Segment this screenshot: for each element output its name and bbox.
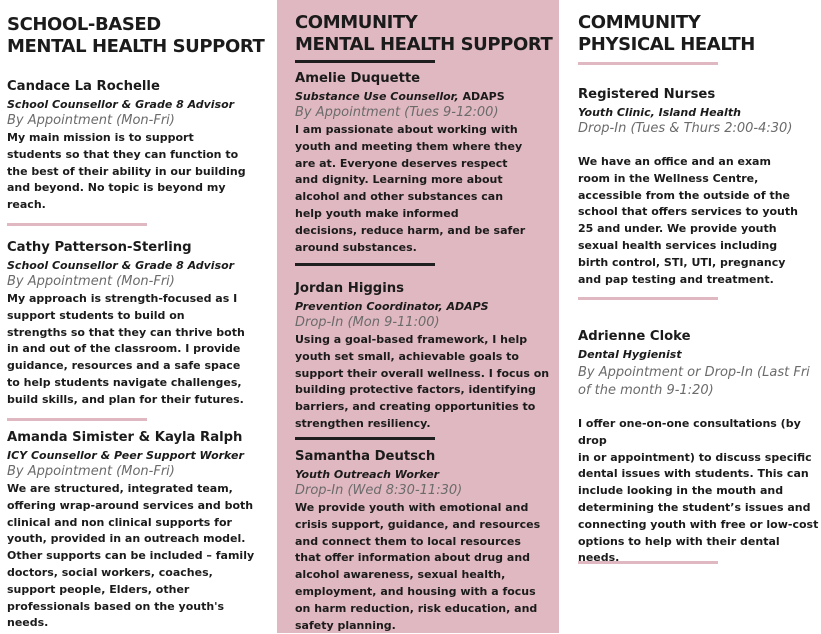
staff-role: Substance Use Counsellor, ADAPS: [295, 90, 505, 103]
staff-role: School Counsellor & Grade 8 Advisor: [7, 98, 235, 111]
physical-health-heading: [578, 12, 755, 56]
heading-line: COMMUNITY: [578, 12, 701, 33]
community-mental-health-heading: [295, 12, 552, 56]
staff-role: Prevention Coordinator, ADAPS: [295, 300, 489, 313]
section-divider: [578, 297, 718, 300]
staff-name: Adrienne Cloke: [578, 329, 691, 344]
staff-entry: [295, 280, 557, 433]
section-divider: [7, 223, 147, 226]
staff-availability: Drop-In (Mon 9-11:00): [295, 315, 440, 330]
section-divider: [578, 62, 718, 65]
section-divider: [578, 561, 718, 564]
staff-availability: By Appointment (Mon-Fri): [7, 274, 175, 289]
staff-role: Youth Clinic, Island Health: [578, 106, 741, 119]
section-divider: [7, 418, 147, 421]
staff-role: School Counsellor & Grade 8 Advisor: [7, 259, 235, 272]
staff-name: Candace La Rochelle: [7, 79, 160, 94]
staff-availability: By Appointment (Tues 9-12:00): [295, 105, 499, 120]
heading-line: MENTAL HEALTH SUPPORT: [295, 34, 553, 55]
staff-entry: [7, 429, 277, 632]
staff-description: Using a goal-based framework, I help youth set small, achievable goals to support their overall wellness. I focus on building protective factors, identifying barriers, and creating opportunities to strengthen resiliency.: [295, 333, 550, 430]
staff-entry: [295, 70, 557, 256]
school-based-column: [0, 0, 277, 633]
staff-availability: Drop-In (Wed 8:30-11:30): [295, 483, 463, 498]
staff-description: My approach is strength-focused as I support students to build on strengths so that they can thrive both in and out of the classroom. I provide guidance, resources and a safe space to help students navigate challenges, build skills, and plan for their futures.: [7, 292, 245, 406]
staff-entry: [7, 78, 272, 214]
staff-role: ICY Counsellor & Peer Support Worker: [7, 449, 244, 462]
staff-name: Samantha Deutsch: [295, 449, 436, 464]
heading-line: SCHOOL-BASED: [7, 14, 161, 35]
community-mental-health-column: [277, 0, 559, 633]
section-divider: [295, 60, 435, 63]
school-based-heading: [7, 14, 264, 58]
heading-line: MENTAL HEALTH SUPPORT: [7, 36, 265, 57]
heading-line: COMMUNITY: [295, 12, 418, 33]
staff-description: I offer one-on-one consultations (by drop in or appointment) to discuss specific dental issues with students. This can include looking in the mouth and determining the student’s issues and connecting youth with free or low-cost options to help with their dental needs.: [578, 417, 819, 565]
staff-description: My main mission is to support students so that they can function to the best of their ability in our building and beyond. No topic is beyond my reach.: [7, 131, 246, 212]
staff-name: Registered Nurses: [578, 87, 716, 102]
staff-availability: By Appointment (Mon-Fri): [7, 464, 175, 479]
staff-entry: [578, 328, 821, 567]
staff-entry: [7, 239, 272, 409]
staff-name: Cathy Patterson-Sterling: [7, 240, 192, 255]
staff-entry: [578, 86, 821, 288]
heading-line: PHYSICAL HEALTH: [578, 34, 755, 55]
staff-description: We are structured, integrated team, offering wrap-around services and both clinical and non clinical supports for youth, provided in an outreach model. Other supports can be included – family doctors, social workers, coaches, support people, Elders, other professionals based on the youth's needs.: [7, 482, 255, 630]
staff-name: Amelie Duquette: [295, 71, 421, 86]
staff-entry: [295, 448, 557, 634]
staff-role: Dental Hygienist: [578, 348, 682, 361]
section-divider: [295, 437, 435, 440]
staff-availability: By Appointment (Mon-Fri): [7, 113, 175, 128]
staff-name: Jordan Higgins: [295, 281, 404, 296]
staff-description: We have an office and an exam room in the Wellness Centre, accessible from the outside of the school that offers services to youth 25 and under. We provide youth sexual health services including birth control, STI, UTI, pregnancy and pap testing and treatment.: [578, 155, 798, 286]
staff-description: I am passionate about working with youth and meeting them where they are at. Everyone deserves respect and dignity. Learning more about alcohol and other substances can help youth make informed decisions, reduce harm, and be safer around substances.: [295, 123, 526, 254]
staff-availability: Drop-In (Tues & Thurs 2:00-4:30): [578, 121, 793, 136]
staff-description: We provide youth with emotional and crisis support, guidance, and resources and connect them to local resources that offer information about drug and alcohol awareness, sexual health, employment, and housing with a focus on harm reduction, risk education, and safety planning.: [295, 501, 541, 632]
staff-name: Amanda Simister & Kayla Ralph: [7, 430, 243, 445]
staff-availability: By Appointment or Drop-In (Last Fri of the month 9-1:20): [578, 365, 810, 398]
section-divider: [295, 263, 435, 266]
staff-role: Youth Outreach Worker: [295, 468, 440, 481]
physical-health-column: [559, 0, 821, 633]
